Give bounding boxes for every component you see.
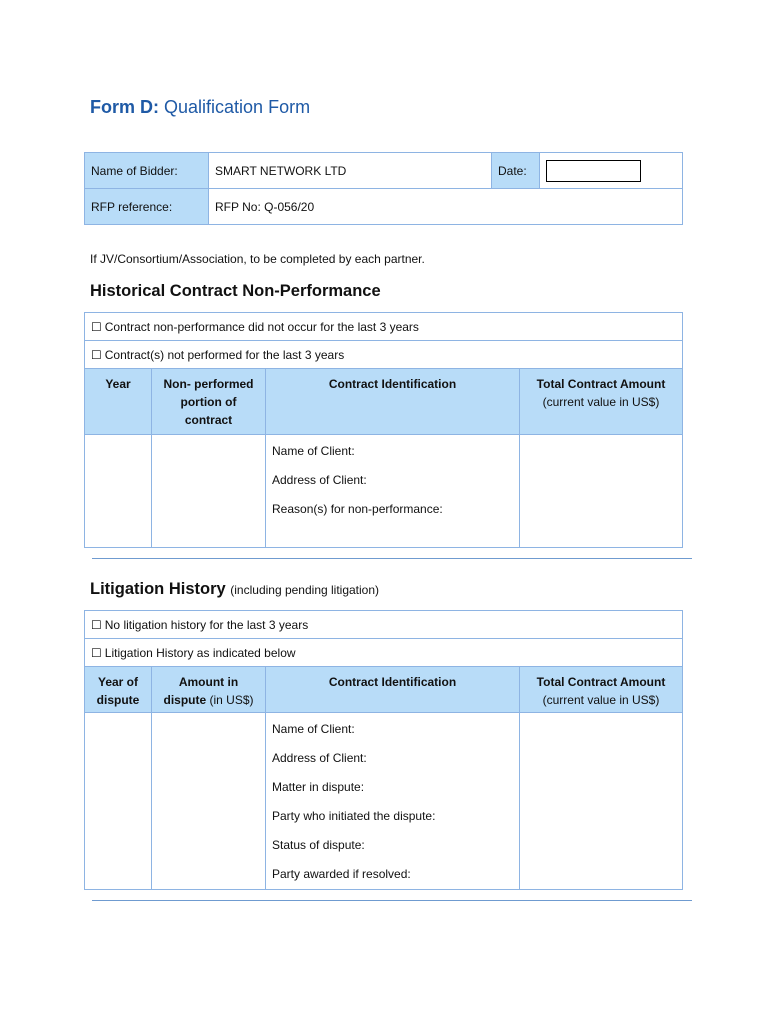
total-amount-cell[interactable] <box>520 435 683 548</box>
field-reason: Reason(s) for non-performance: <box>272 502 443 516</box>
litigation-option-1-label: No litigation history for the last 3 years <box>104 617 309 632</box>
col-total-amount-label: Total Contract Amount <box>536 675 666 689</box>
col-total-amount-sub: (current value in US$) <box>542 693 660 707</box>
col-amount-in-dispute <box>152 667 266 713</box>
date-input[interactable] <box>546 160 641 182</box>
field-matter-in-dispute: Matter in dispute: <box>272 780 365 794</box>
litigation-heading-sub: (including pending litigation) <box>230 583 380 597</box>
nonperf-table <box>84 312 683 548</box>
field-name-of-client: Name of Client: <box>272 444 355 458</box>
form-title-text: Qualification Form <box>164 97 311 117</box>
col-amount-label: Amount in dispute <box>163 675 239 707</box>
bidder-name-label: Name of Bidder: <box>85 153 209 189</box>
checkbox-icon[interactable]: ☐ <box>91 347 102 362</box>
litigation-option-1[interactable] <box>85 611 683 639</box>
col-total-amount <box>520 667 683 713</box>
amount-in-dispute-cell[interactable] <box>152 713 266 890</box>
nonperf-option-2[interactable] <box>85 341 683 369</box>
nonperf-option-1[interactable] <box>85 313 683 341</box>
field-party-initiated: Party who initiated the dispute: <box>272 809 436 823</box>
litigation-option-2[interactable] <box>85 639 683 667</box>
field-address-of-client: Address of Client: <box>272 473 367 487</box>
jv-note: If JV/Consortium/Association, to be completed by each partner. <box>90 252 425 266</box>
col-total-amount-sub: (current value in US$) <box>542 395 660 409</box>
form-title <box>90 97 310 118</box>
section-divider <box>92 558 692 559</box>
col-contract-id: Contract Identification <box>266 667 520 713</box>
litigation-heading-text: Litigation History <box>90 580 226 598</box>
litigation-option-2-label: Litigation History as indicated below <box>104 645 296 660</box>
litigation-heading <box>90 580 379 599</box>
nonperf-option-1-label: Contract non-performance did not occur for the last 3 years <box>104 319 419 334</box>
nonperf-option-2-label: Contract(s) not performed for the last 3 years <box>104 347 345 362</box>
checkbox-icon[interactable]: ☐ <box>91 645 102 660</box>
litigation-table <box>84 610 683 890</box>
year-of-dispute-cell[interactable] <box>85 713 152 890</box>
col-total-amount <box>520 369 683 435</box>
field-status-of-dispute: Status of dispute: <box>272 838 365 852</box>
form-prefix: Form D: <box>90 97 159 117</box>
nonperformed-cell[interactable] <box>152 435 266 548</box>
bidder-info-table <box>84 152 683 225</box>
rfp-value[interactable]: RFP No: Q-056/20 <box>209 189 683 225</box>
field-address-of-client: Address of Client: <box>272 751 367 765</box>
contract-id-cell[interactable] <box>266 435 520 548</box>
col-nonperformed: Non- performed portion of contract <box>152 369 266 435</box>
year-cell[interactable] <box>85 435 152 548</box>
col-contract-id: Contract Identification <box>266 369 520 435</box>
col-year: Year <box>85 369 152 435</box>
field-party-awarded: Party awarded if resolved: <box>272 867 411 881</box>
field-name-of-client: Name of Client: <box>272 722 355 736</box>
bidder-name-value[interactable]: SMART NETWORK LTD <box>209 153 492 189</box>
date-label: Date: <box>492 153 540 189</box>
col-total-amount-label: Total Contract Amount <box>536 377 666 391</box>
col-amount-sub: (in US$) <box>209 693 254 707</box>
section-divider <box>92 900 692 901</box>
total-amount-cell[interactable] <box>520 713 683 890</box>
contract-id-cell[interactable] <box>266 713 520 890</box>
checkbox-icon[interactable]: ☐ <box>91 617 102 632</box>
col-year-of-dispute: Year of dispute <box>85 667 152 713</box>
date-cell <box>540 153 683 189</box>
checkbox-icon[interactable]: ☐ <box>91 319 102 334</box>
rfp-label: RFP reference: <box>85 189 209 225</box>
nonperf-heading: Historical Contract Non-Performance <box>90 282 381 300</box>
